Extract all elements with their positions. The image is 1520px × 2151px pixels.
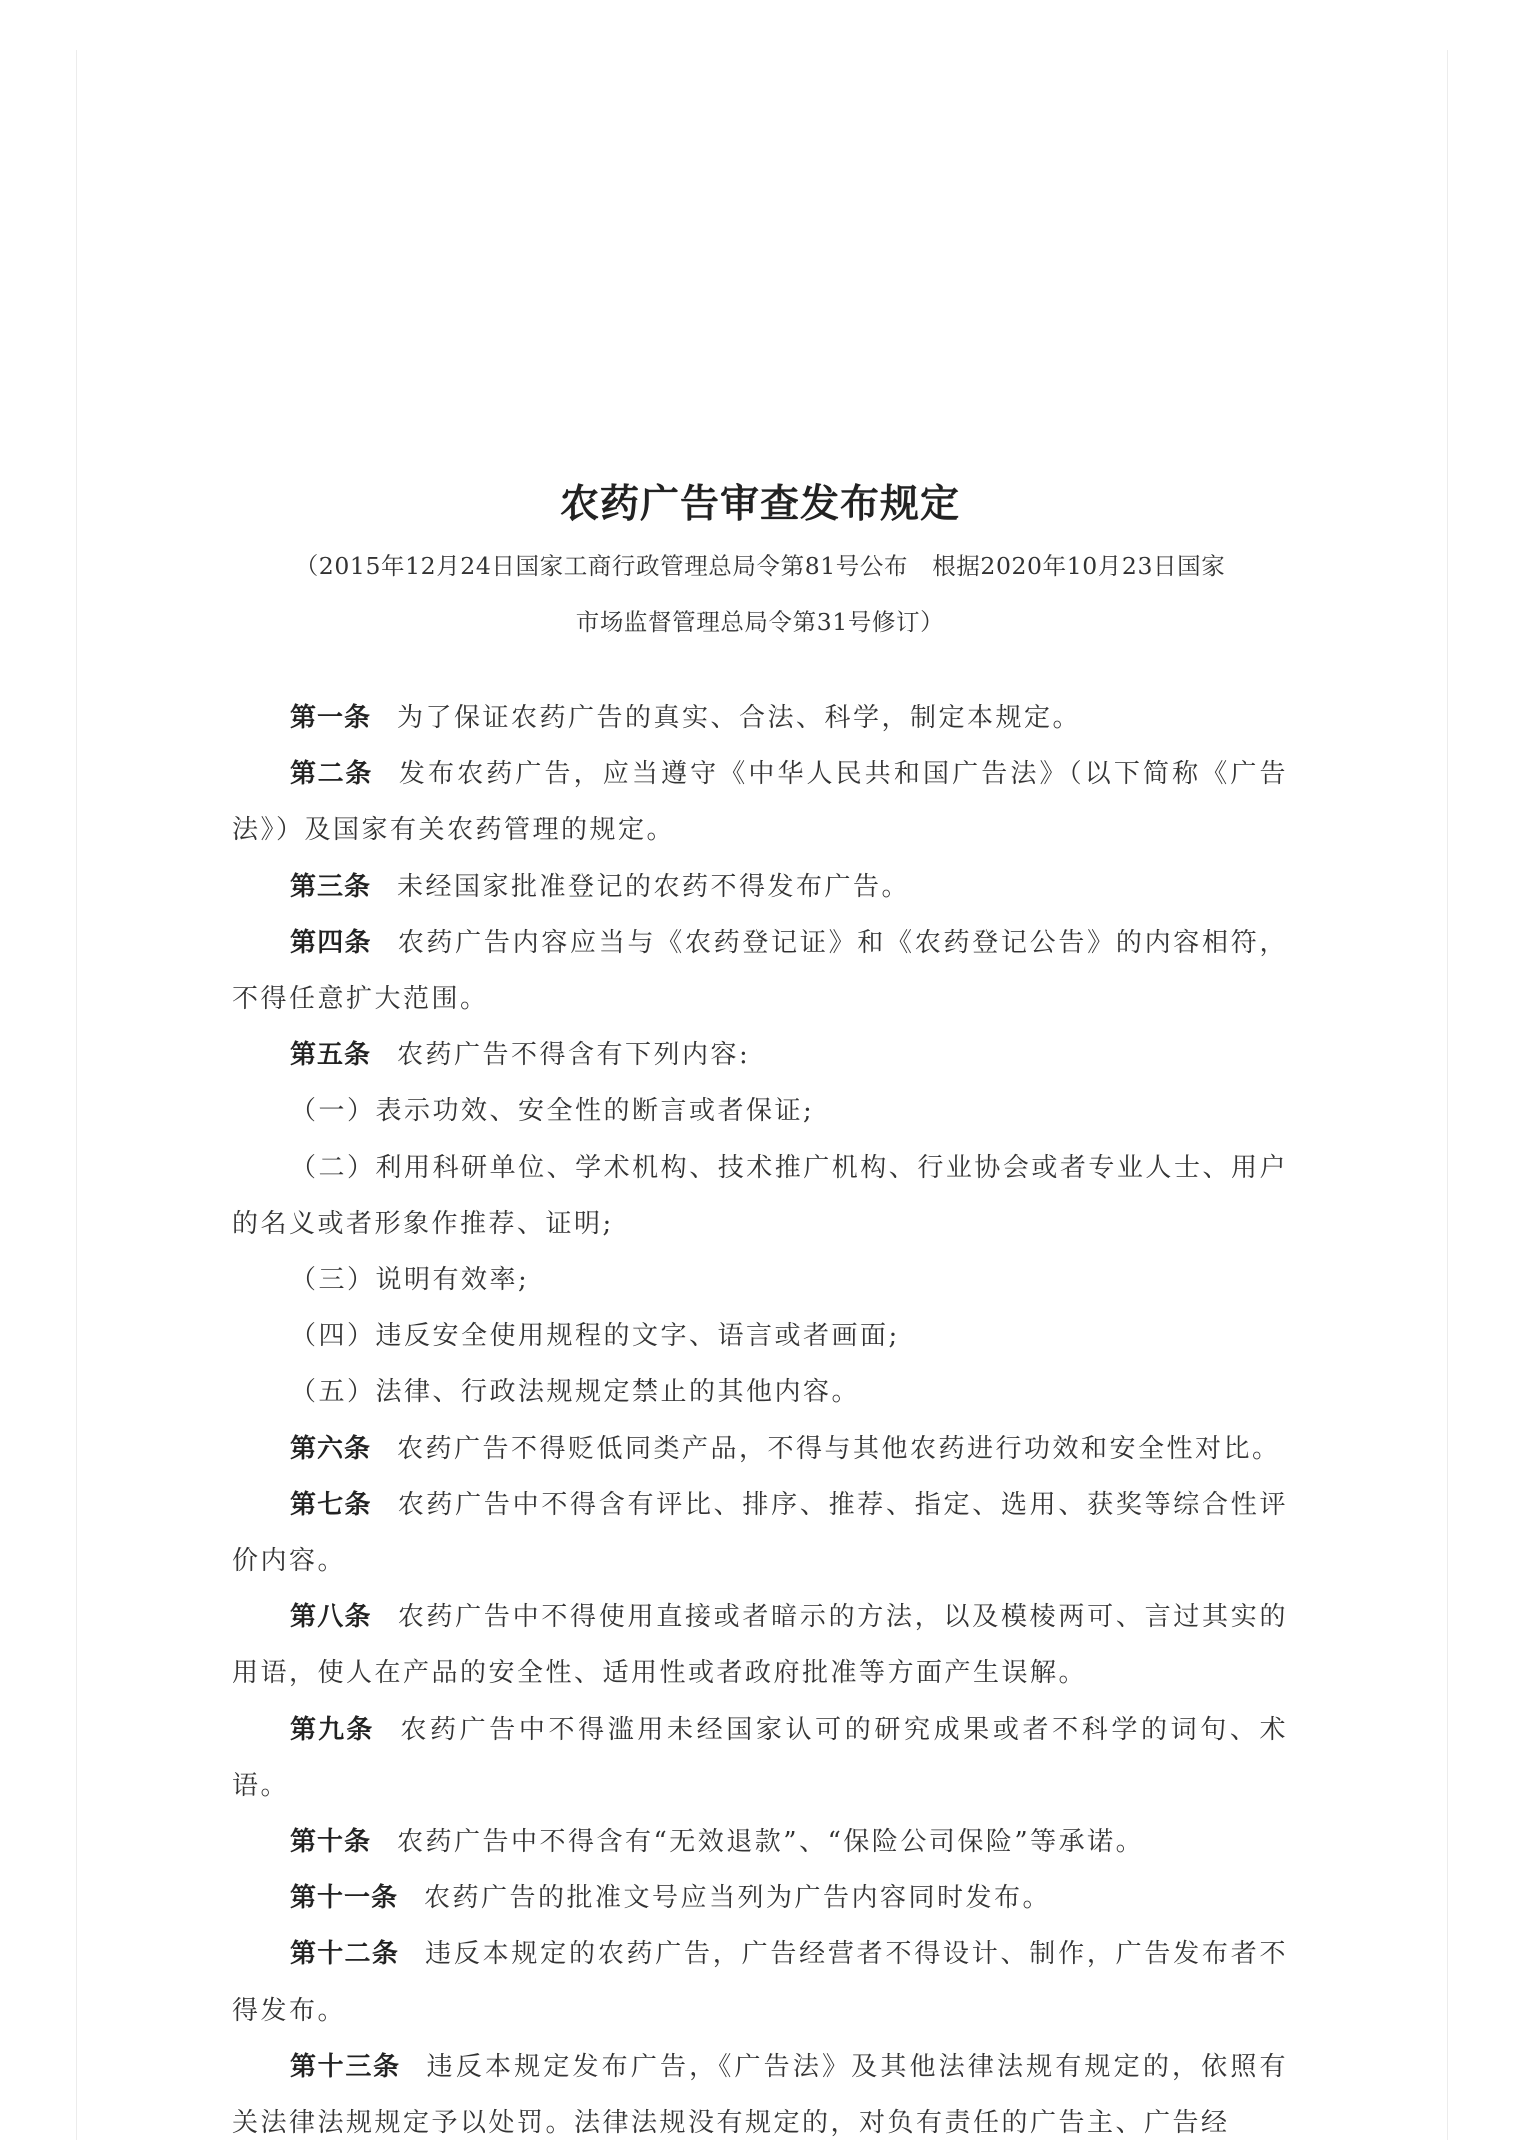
article-text: 为了保证农药广告的真实、合法、科学，制定本规定。 [397,703,1082,733]
article-text: 农药广告不得贬低同类产品，不得与其他农药进行功效和安全性对比。 [397,1433,1281,1464]
article-text: （四）违反安全使用规程的文字、语言或者画面; [290,1321,900,1352]
article-text: 农药广告内容应当与《农药登记证》和《农药登记公告》的内容相符，不得任意扩大范围。 [232,927,1288,1015]
document-body [232,690,1288,2151]
article-number: 第六条 [290,1433,372,1464]
article-paragraph [232,1589,1288,1701]
article-paragraph [232,1083,1288,1139]
article-text: （一）表示功效、安全性的断言或者保证; [290,1096,815,1127]
article-paragraph [232,1926,1288,2038]
article-paragraph [232,1252,1288,1308]
article-paragraph [232,915,1288,1027]
article-paragraph [232,746,1288,858]
document-title: 农药广告审查发布规定 [559,481,960,527]
article-paragraph [232,859,1288,915]
article-paragraph [232,1308,1288,1364]
article-paragraph [232,1702,1288,1814]
subtitle-line: （2015年12月24日国家工商行政管理总局令第81号公布 根据2020年10月23日国家 [294,552,1226,580]
article-paragraph [232,1421,1288,1477]
article-number: 第四条 [290,927,372,958]
article-paragraph [232,1870,1288,1926]
article-paragraph [232,690,1288,746]
article-text: 发布农药广告，应当遵守《中华人民共和国广告法》（以下简称《广告法》）及国家有关农药管理的规定。 [232,759,1288,846]
article-text: 违反本规定的农药广告，广告经营者不得设计、制作，广告发布者不得发布。 [232,1939,1288,2026]
article-text: （二）利用科研单位、学术机构、技术推广机构、行业协会或者专业人士、用户的名义或者形象作推荐、证明; [232,1152,1288,1239]
article-text: 农药广告中不得含有“无效退款”、“保险公司保险”等承诺。 [397,1827,1145,1858]
article-paragraph [232,1814,1288,1870]
article-number: 第一条 [290,703,372,733]
article-number: 第十条 [290,1827,372,1858]
article-text: 农药广告中不得使用直接或者暗示的方法，以及模棱两可、言过其实的用语，使人在产品的安全性、适用性或者政府批准等方面产生误解。 [232,1602,1288,1689]
document-subtitle [230,538,1290,650]
article-text: 农药广告中不得含有评比、排序、推荐、指定、选用、获奖等综合性评价内容。 [232,1489,1288,1577]
article-number: 第二条 [290,759,373,790]
article-number: 第十二条 [290,1939,400,1970]
page-edge-right [1447,50,1448,2140]
article-number: 第十三条 [290,2051,401,2082]
article-text: 农药广告不得含有下列内容: [397,1040,751,1071]
article-number: 第七条 [290,1489,372,1520]
article-number: 第五条 [290,1040,372,1071]
article-text: 违反本规定发布广告，《广告法》及其他法律法规有规定的，依照有关法律法规规定予以处罚。法律法规没有规定的，对负有责任的广告主、广告经 [232,2051,1288,2139]
subtitle-line: 市场监督管理总局令第31号修订） [575,608,945,636]
article-text: 未经国家批准登记的农药不得发布广告。 [397,871,911,902]
article-paragraph [232,1027,1288,1083]
article-number: 第三条 [290,871,372,902]
article-text: （三）说明有效率; [290,1265,530,1296]
article-number: 第八条 [290,1602,372,1633]
article-paragraph [232,1364,1288,1420]
article-text: 农药广告的批准文号应当列为广告内容同时发布。 [424,1883,1052,1914]
article-paragraph [232,2039,1288,2151]
page-edge-left [76,50,77,2140]
article-text: 农药广告中不得滥用未经国家认可的研究成果或者不科学的词句、术语。 [232,1714,1288,1801]
article-paragraph [232,1140,1288,1252]
article-paragraph [232,1477,1288,1589]
article-number: 第九条 [290,1714,375,1745]
article-text: （五）法律、行政法规规定禁止的其他内容。 [290,1377,861,1408]
article-number: 第十一条 [290,1883,399,1914]
